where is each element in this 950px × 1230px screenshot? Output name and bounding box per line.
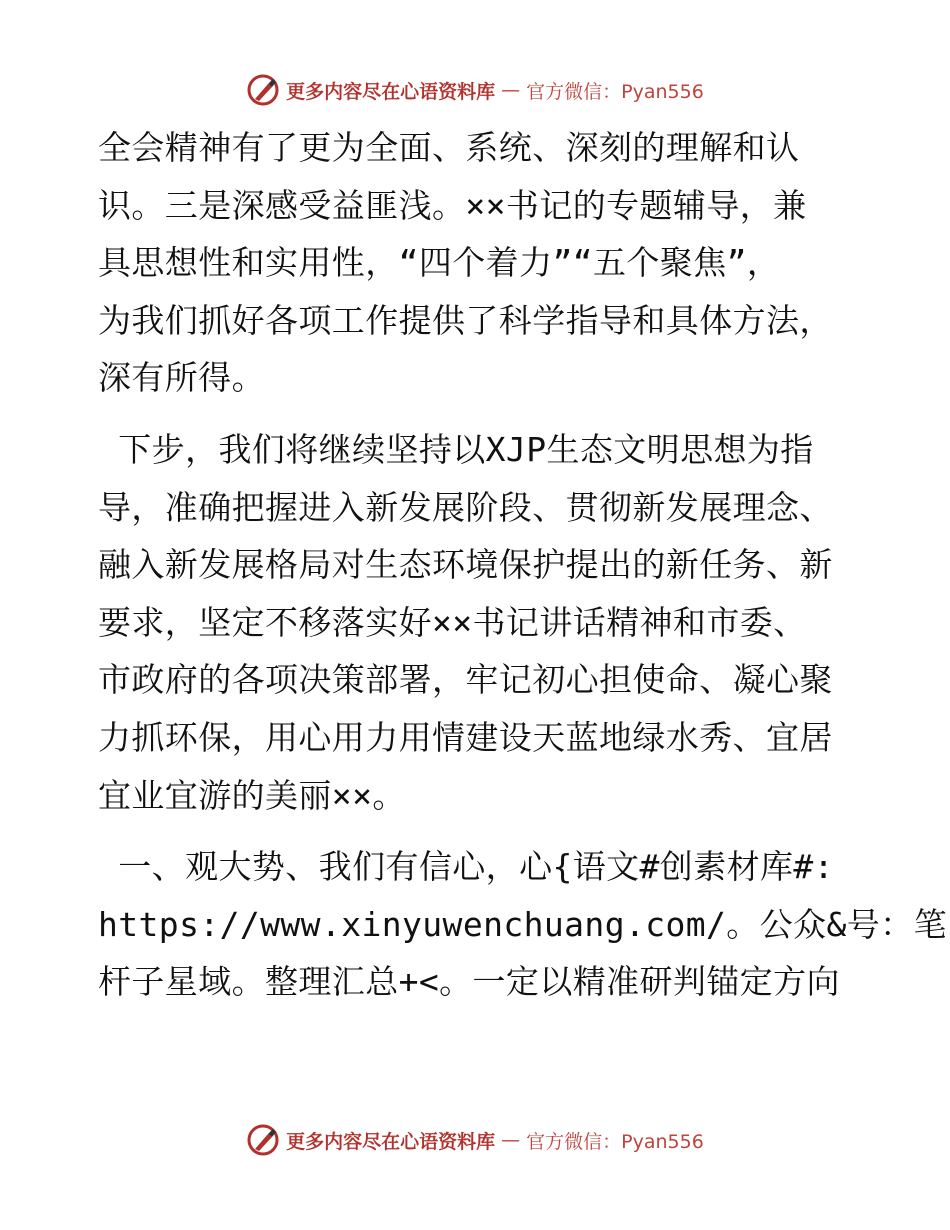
text-line: 融入新发展格局对生态环境保护提出的新任务、新 xyxy=(98,545,833,585)
header-wechat: 官方微信：Pyan556 xyxy=(526,80,704,103)
text-line: 宜业宜游的美丽××。 xyxy=(98,775,406,815)
text-line: 市政府的各项决策部署，牢记初心担使命、凝心聚 xyxy=(98,660,833,700)
footer-site-name: 更多内容尽在心语资料库 xyxy=(286,1130,496,1153)
page-header xyxy=(0,70,950,110)
text-line: 为我们抓好各项工作提供了科学指导和具体方法， xyxy=(98,300,833,340)
text-line: 识。三是深感受益匪浅。××书记的专题辅导，兼 xyxy=(98,185,807,225)
text-line: 杆子星域。整理汇总+<。一定以精准研判锚定方向 xyxy=(98,962,840,1002)
paragraph-3 xyxy=(98,838,947,1011)
text-line: 下步，我们将继续坚持以XJP生态文明思想为指 xyxy=(98,429,814,469)
header-dash: — xyxy=(501,79,521,101)
text-line: 要求，坚定不移落实好××书记讲话精神和市委、 xyxy=(98,602,807,642)
footer-dash: — xyxy=(501,1129,521,1151)
paragraph-2 xyxy=(98,421,858,824)
paragraph-gap xyxy=(98,824,858,838)
document-body xyxy=(98,119,947,1011)
text-line: 具思想性和实用性，“四个着力”“五个聚焦”， xyxy=(98,243,781,283)
pen-logo-icon xyxy=(246,73,280,107)
header-banner xyxy=(246,73,704,107)
footer-wechat: 官方微信：Pyan556 xyxy=(526,1130,704,1153)
text-line: 深有所得。 xyxy=(98,358,265,398)
footer-banner xyxy=(246,1123,704,1157)
text-line: 力抓环保，用心用力用情建设天蓝地绿水秀、宜居 xyxy=(98,717,833,757)
text-line: https://www.xinyuwenchuang.com/。公众&号：笔 xyxy=(98,904,947,944)
text-line: 一、观大势、我们有信心，心{语文#创素材库#: xyxy=(98,847,834,887)
text-line: 全会精神有了更为全面、系统、深刻的理解和认 xyxy=(98,128,800,167)
paragraph-gap xyxy=(98,407,858,421)
paragraph-1 xyxy=(98,119,858,407)
pen-logo-icon xyxy=(246,1123,280,1157)
text-line: 导，准确把握进入新发展阶段、贯彻新发展理念、 xyxy=(98,487,833,527)
header-site-name: 更多内容尽在心语资料库 xyxy=(286,80,496,103)
page-footer xyxy=(0,1120,950,1160)
